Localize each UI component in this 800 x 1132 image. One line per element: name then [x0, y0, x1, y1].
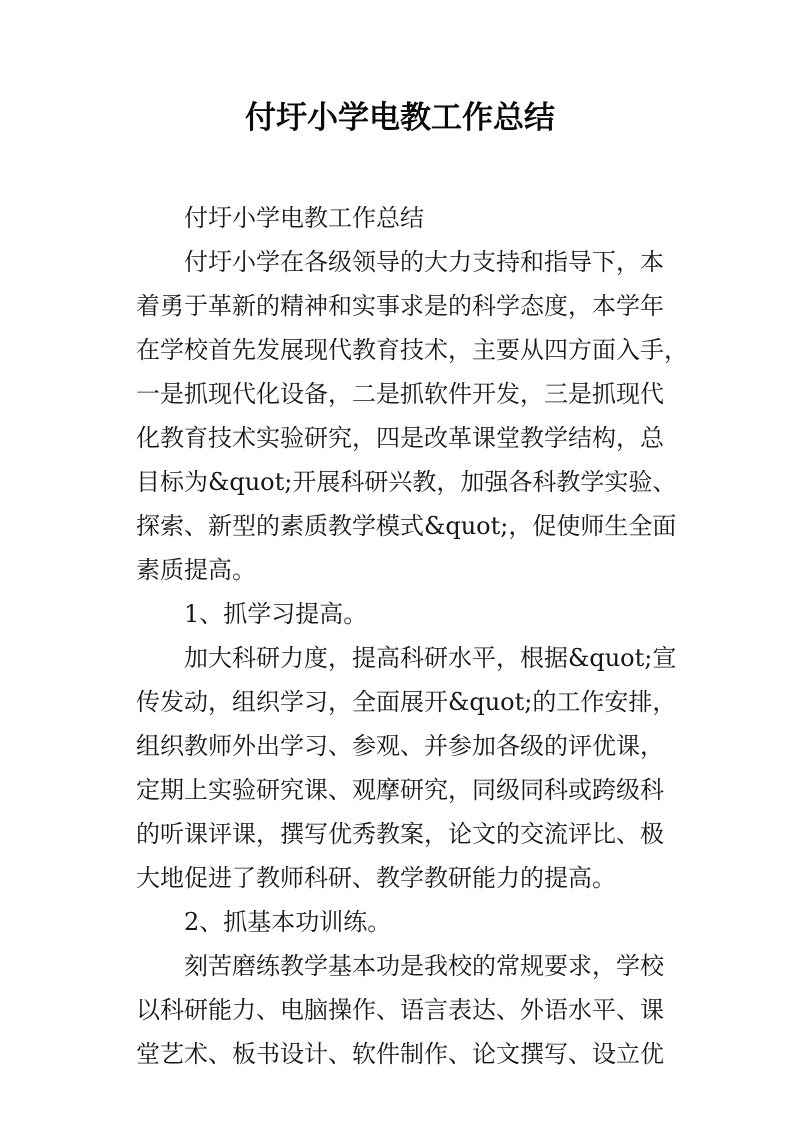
paragraph-line: 的听课评课，撰写优秀教案，论文的交流评比、极 [136, 820, 664, 848]
subtitle-line: 付圩小学电教工作总结 [184, 204, 424, 232]
document-title: 付圩小学电教工作总结 [245, 100, 555, 136]
paragraph-line: 组织教师外出学习、参观、并参加各级的评优课， [136, 732, 664, 760]
paragraph-line: 目标为&quot;开展科研兴教，加强各科教学实验、 [136, 468, 677, 496]
paragraph-line: 以科研能力、电脑操作、语言表达、外语水平、课 [136, 996, 664, 1024]
section-heading-2: 2、抓基本功训练。 [184, 908, 392, 936]
paragraph-line: 付圩小学在各级领导的大力支持和指导下，本 [184, 248, 664, 276]
paragraph-line: 素质提高。 [136, 556, 256, 584]
paragraph-line: 传发动，组织学习，全面展开&quot;的工作安排， [136, 688, 677, 716]
document-body [136, 196, 688, 1076]
paragraph-line: 刻苦磨练教学基本功是我校的常规要求，学校 [184, 952, 664, 980]
paragraph-line: 探索、新型的素质教学模式&quot;，促使师生全面 [136, 512, 677, 540]
paragraph-line: 定期上实验研究课、观摩研究，同级同科或跨级科 [136, 776, 664, 804]
paragraph-line: 堂艺术、板书设计、软件制作、论文撰写、设立优 [136, 1040, 664, 1068]
paragraph-line: 一是抓现代化设备，二是抓软件开发，三是抓现代 [136, 380, 664, 408]
paragraph-line: 化教育技术实验研究，四是改革课堂教学结构，总 [136, 424, 664, 452]
paragraph-line: 大地促进了教师科研、教学教研能力的提高。 [136, 864, 616, 892]
paragraph-line: 在学校首先发展现代教育技术，主要从四方面入手， [136, 336, 688, 364]
paragraph-line: 加大科研力度，提高科研水平，根据&quot;宣 [184, 644, 677, 672]
section-heading-1: 1、抓学习提高。 [184, 600, 368, 628]
paragraph-line: 着勇于革新的精神和实事求是的科学态度，本学年 [136, 292, 664, 320]
